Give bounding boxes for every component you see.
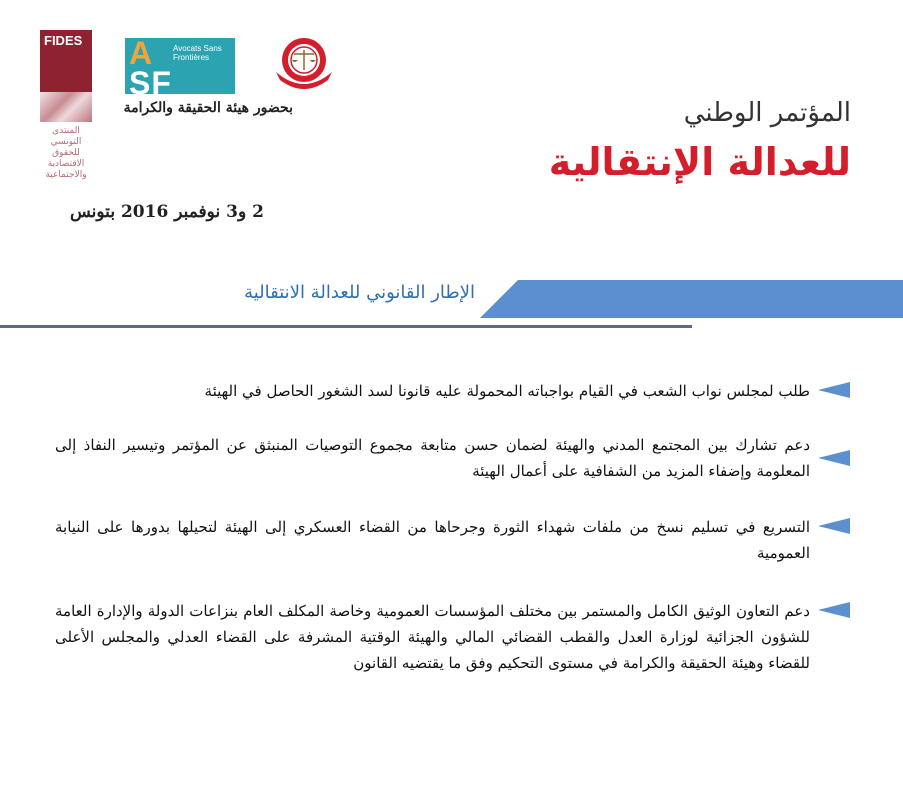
asf-logo-subtitle: Avocats Sans Frontières [173,44,222,62]
asf-logo [125,35,235,101]
bullet-arrow-icon [818,518,850,534]
conference-dates: 2 و3 نوفمبر 2016 بتونس [70,202,264,222]
conference-title-line1: المؤتمر الوطني [683,98,851,128]
bullet-arrow-icon [818,602,850,618]
asf-logo-letters [129,35,172,101]
bullet-arrow-icon [818,382,850,398]
fides-logo-text: المنتدى التونسي للحقوق الاقتصادية والاجتماعية [45,126,87,180]
fides-logo-art [40,92,92,122]
fides-logo [40,30,92,180]
section-divider [0,325,692,328]
presence-note: بحضور هيئة الحقيقة والكرامة [123,100,293,116]
bullet-arrow-icon [818,450,850,466]
section-banner [480,280,903,318]
asf-logo-letter-a: A [129,35,154,71]
list-item-text: طلب لمجلس نواب الشعب في القيام بواجباته المحمولة عليه قانونا لسد الشغور الحاصل في الهيئة [204,382,810,400]
section-title: الإطار القانوني للعدالة الانتقالية [244,282,475,303]
conference-title-line2: للعدالة الإنتقالية [548,140,851,184]
list-item-text: دعم تشارك بين المجتمع المدني والهيئة لضمان حسن متابعة مجموع التوصيات المنبثق عن المؤتمر وتيسير النفاذ إلى المعلومة وإضفاء المزيد من الشفافية على أعمال الهيئة [55,436,810,480]
tunisia-judges-emblem-icon [272,36,336,92]
list-item-text: التسريع في تسليم نسخ من ملفات شهداء الثورة وجرحاها من القضاء العسكري إلى الهيئة لتحيلها بدورها على النيابة العمومية [55,518,810,562]
fides-logo-label: FIDES [40,30,92,92]
asf-logo-letters-sf: SF [129,65,172,101]
list-item-text: دعم التعاون الوثيق الكامل والمستمر بين مختلف المؤسسات العمومية وخاصة المكلف العام بنزاعات الدولة والإدارة العامة للشؤون الجزائية لوزارة العدل والقطب القضائي المالي والهيئة الوقتية المشرفة على القضاء العدلي والمجلس الأعلى للقضاء وهيئة الحقيقة والكرامة في مستوى التحكيم وفق ما يقتضيه القانون [55,602,810,672]
